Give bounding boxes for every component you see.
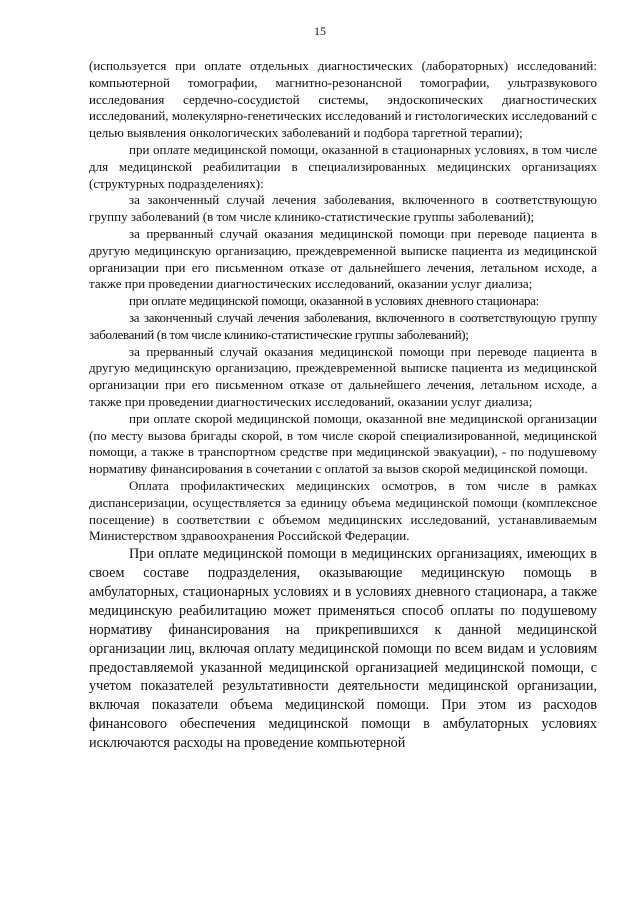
paragraph-per-capita-payment: При оплате медицинской помощи в медицинских организациях, имеющих в своем составе подразделения, оказывающие медицинскую помощь в амбулаторных, стационарных условиях и в условиях дневного стационара, а также медицинскую реабилитацию может применяться способ оплаты по подушевому нормативу финансирования на прикрепившихся к данной медицинской организации лиц, включая оплату медицинской помощи по всем видам и условиям предоставляемой указанной медицинской организацией медицинской помощи, с учетом показателей результативности деятельности медицинской организации, включая показатели объема медицинской помощи. При этом из расходов финансового обеспечения медицинской помощи в амбулаторных условиях исключаются расходы на проведение компьютерной	[89, 546, 597, 752]
paragraph-day-hospital: при оплате медицинской помощи, оказанной в условиях дневного стационара:	[129, 293, 539, 309]
document-body	[89, 58, 597, 753]
paragraph-inpatient-care: при оплате медицинской помощи, оказанной в стационарных условиях, в том числе для медицинской реабилитации в специализированных медицинских организациях (структурных подразделениях):	[89, 141, 597, 191]
paragraph-day-hospital-completed-case: за законченный случай лечения заболевания, включенного в соответствующую группу заболеваний (в том числе клинико-статистические группы заболеваний);	[89, 309, 597, 342]
paragraph-preventive-examinations: Оплата профилактических медицинских осмотров, в том числе в рамках диспансеризации, осуществляется за единицу объема медицинской помощи (комплексное посещение) в соответствии с объемом медицинских исследований, устанавливаемым Министерством здравоохранения Российской Федерации.	[89, 477, 597, 544]
paragraph-inpatient-interrupted-case: за прерванный случай оказания медицинской помощи при переводе пациента в другую медицинскую организацию, преждевременной выписке пациента из медицинской организации при его письменном отказе от дальнейшего лечения, летальном исходе, а также при проведении диагностических исследований, оказании услуг диализа;	[89, 225, 597, 292]
paragraph-diagnostic-studies: (используется при оплате отдельных диагностических (лабораторных) исследований: компьютерной томографии, магнитно-резонансной томографии, ультразвукового исследования сердечно-сосудистой системы, эндоскопических диагностических исследований, молекулярно-генетических исследований и гистологических исследований с целью выявления онкологических заболеваний и подбора таргетной терапии);	[89, 58, 597, 141]
paragraph-day-hospital-interrupted-case: за прерванный случай оказания медицинской помощи при переводе пациента в другую медицинскую организацию, преждевременной выписке пациента из медицинской организации при его письменном отказе от дальнейшего лечения, летальном исходе, а также при проведении диагностических исследований, оказании услуг диализа;	[89, 343, 597, 409]
paragraph-inpatient-completed-case: за законченный случай лечения заболевания, включенного в соответствующую группу заболеваний (в том числе клинико-статистические группы заболеваний);	[89, 192, 597, 225]
paragraph-emergency-care: при оплате скорой медицинской помощи, оказанной вне медицинской организации (по месту вызова бригады скорой, в том числе скорой специализированной, медицинской помощи, а также в транспортном средстве при медицинской эвакуации), - по подушевому нормативу финансирования в сочетании с оплатой за вызов скорой медицинской помощи.	[89, 410, 597, 477]
page-number: 15	[314, 24, 326, 38]
